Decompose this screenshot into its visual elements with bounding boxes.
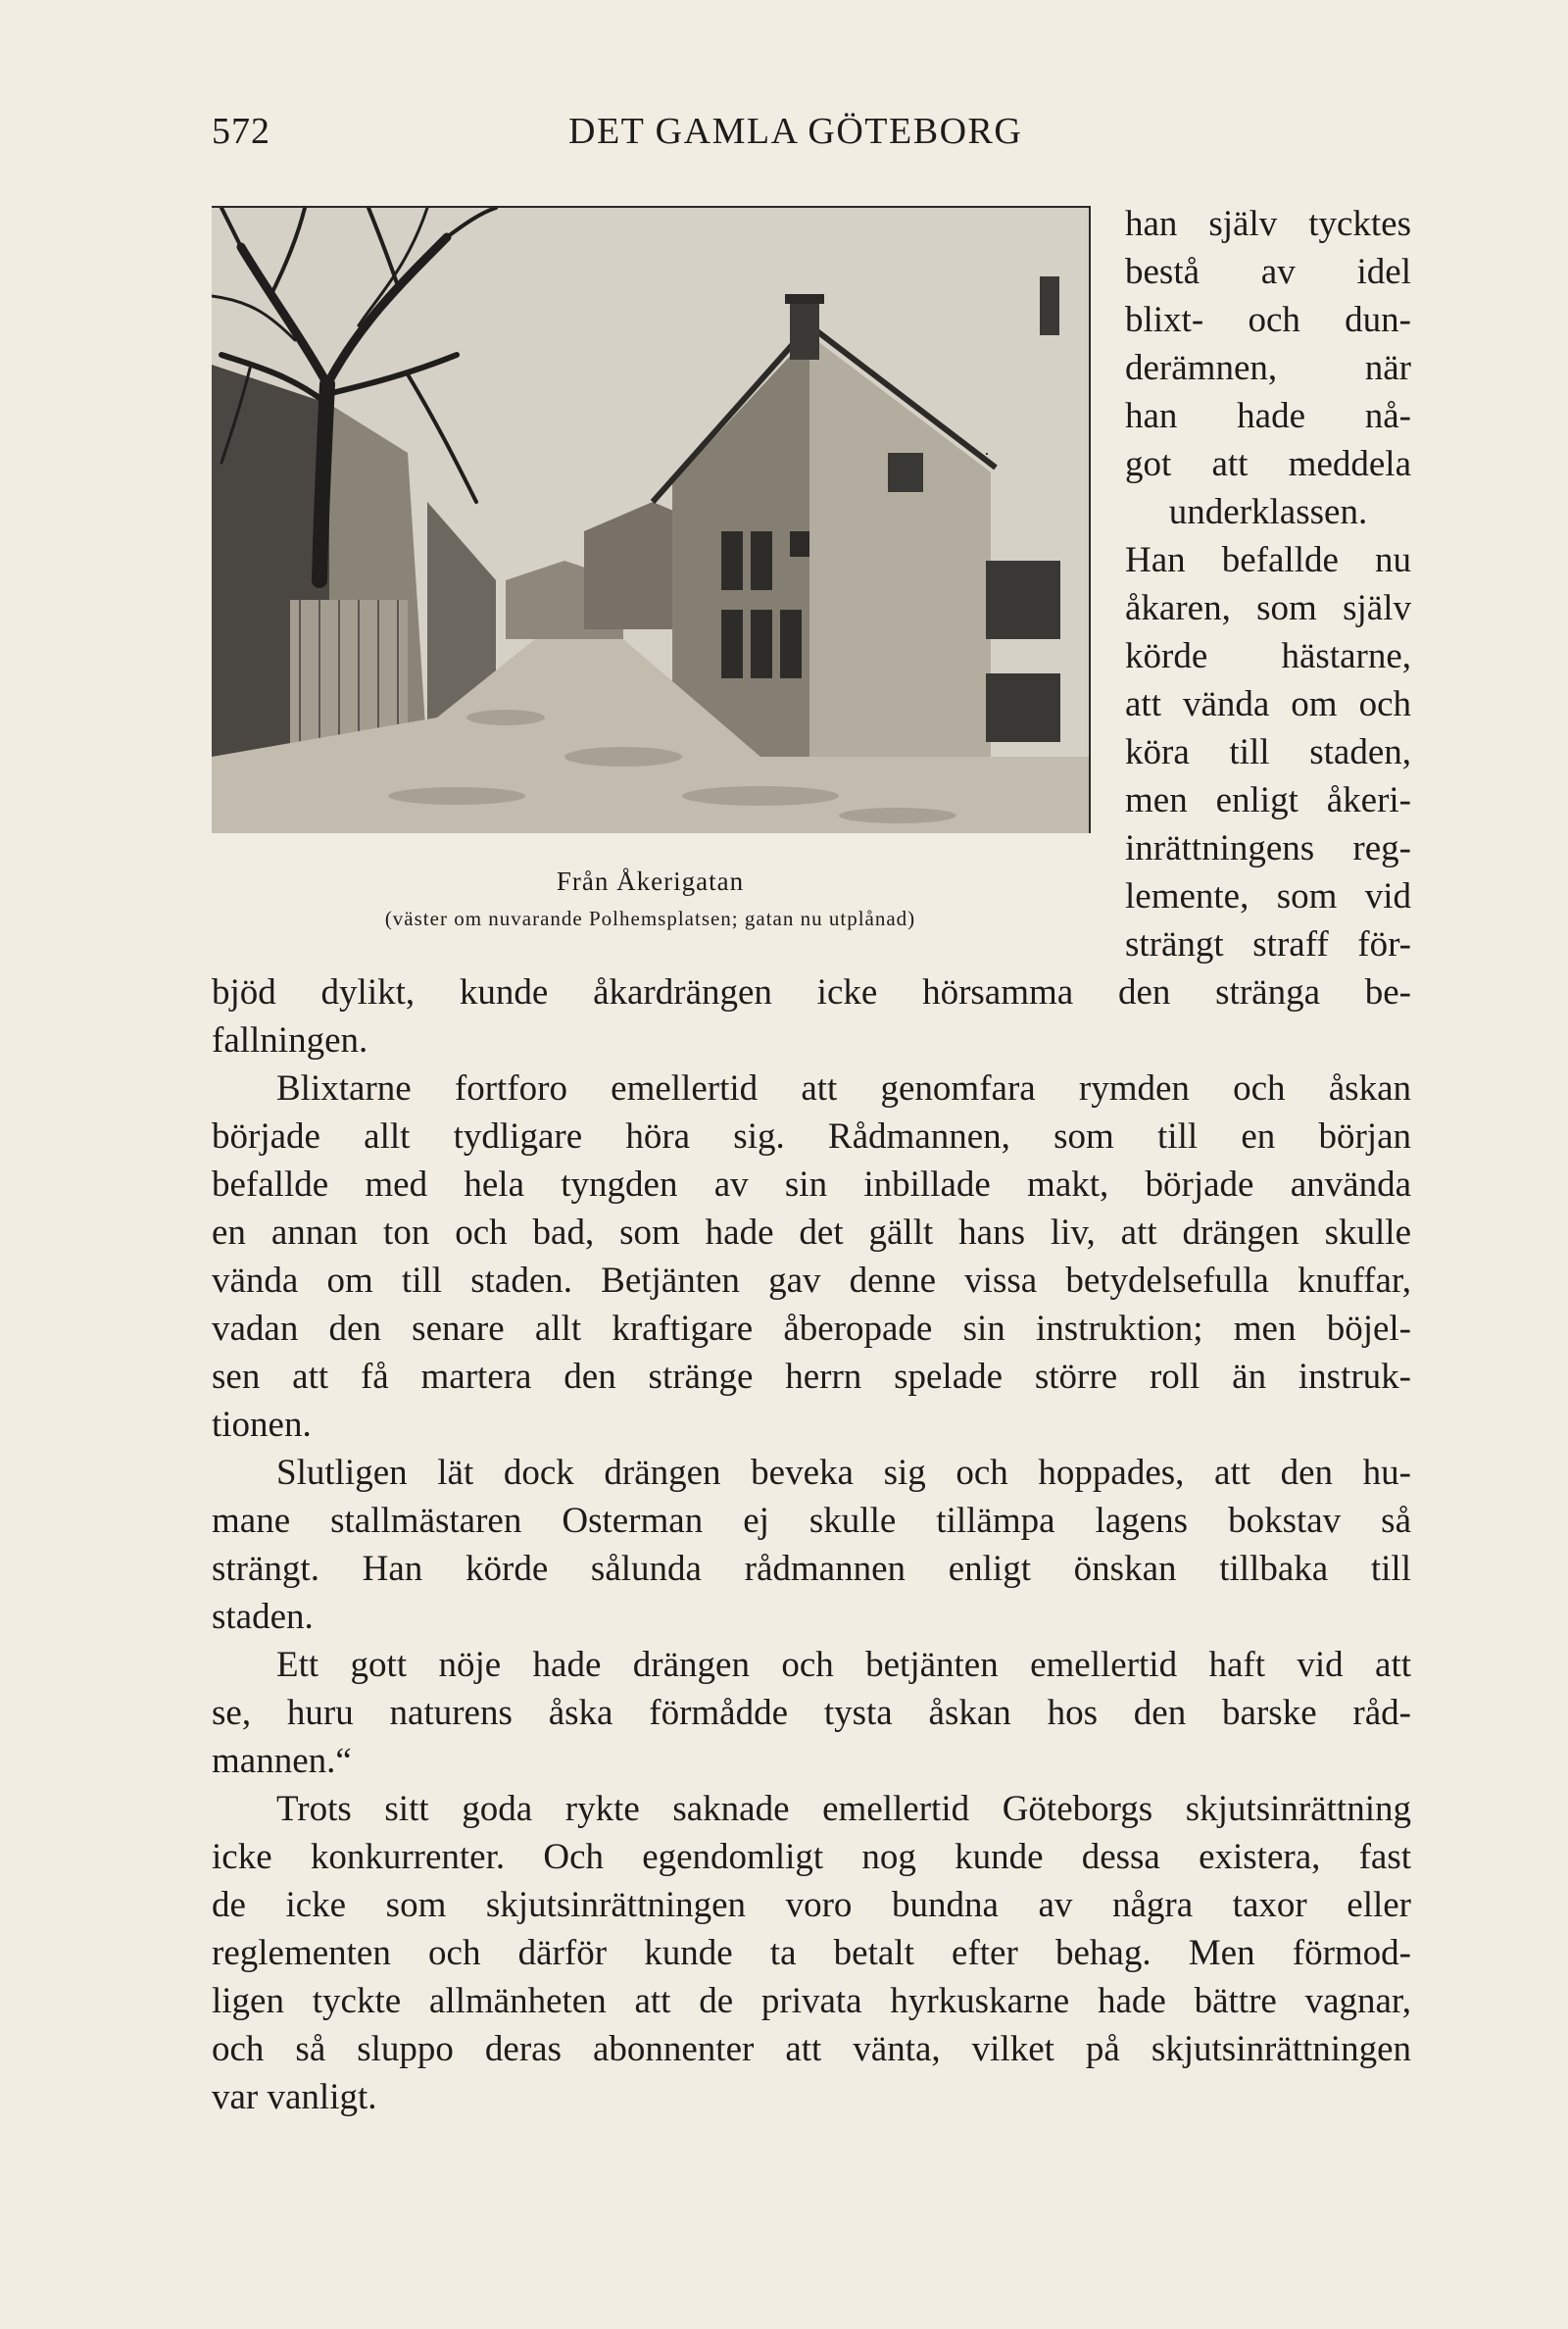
side-line: köra till staden, — [1125, 732, 1411, 772]
body-line: bjöd dylikt, kunde åkardrängen icke hörsamma den stränga be- — [212, 972, 1411, 1013]
side-line: körde hästarne, — [1125, 636, 1411, 676]
side-line: att vända om och — [1125, 684, 1411, 724]
body-line: tionen. — [212, 1405, 312, 1445]
body-line: en annan ton och bad, som hade det gällt hans liv, att drängen skulle — [212, 1213, 1411, 1253]
body-line: vadan den senare allt kraftigare åberopade sin instruktion; men böjel- — [212, 1309, 1411, 1349]
side-line: underklassen. — [1168, 492, 1368, 532]
side-line: han själv tycktes — [1125, 204, 1411, 244]
side-line: derämnen, när — [1125, 348, 1411, 388]
body-line: de icke som skjutsinrättningen voro bundna av några taxor eller — [212, 1885, 1411, 1925]
body-line: Ett gott nöje hade drängen och betjänten emellertid haft vid att — [276, 1645, 1411, 1685]
body-line: sen att få martera den stränge herrn spelade större roll än instruk- — [212, 1357, 1411, 1397]
body-line: befallde med hela tyngden av sin inbillade makt, började använda — [212, 1164, 1411, 1205]
street-illustration — [212, 206, 1091, 833]
side-line: åkaren, som själv — [1125, 588, 1411, 628]
body-line: mannen.“ — [212, 1741, 352, 1781]
body-line: vända om till staden. Betjänten gav denne vissa betydelsefulla knuffar, — [212, 1261, 1411, 1301]
body-line: ligen tyckte allmänheten att de privata hyrkuskarne hade bättre vagnar, — [212, 1981, 1411, 2021]
side-line: got att meddela — [1125, 444, 1411, 484]
running-title: DET GAMLA GÖTEBORG — [568, 111, 1023, 152]
side-line: blixt- och dun- — [1125, 300, 1411, 340]
body-line: staden. — [212, 1597, 314, 1637]
body-line: icke konkurrenter. Och egendomligt nog kunde dessa existera, fast — [212, 1837, 1411, 1877]
body-line: Trots sitt goda rykte saknade emellertid Göteborgs skjutsinrättning — [276, 1789, 1411, 1829]
figure-caption-title: Från Åkerigatan — [556, 867, 745, 896]
body-line: mane stallmästaren Osterman ej skulle tillämpa lagens bokstav så — [212, 1501, 1411, 1541]
body-line: strängt. Han körde sålunda rådmannen enligt önskan tillbaka till — [212, 1549, 1411, 1589]
body-line: var vanligt. — [212, 2077, 377, 2117]
side-line: Han befallde nu — [1125, 540, 1411, 580]
body-line: Blixtarne fortforo emellertid att genomfara rymden och åskan — [276, 1068, 1411, 1109]
side-line: inrättningens reg- — [1125, 828, 1411, 868]
body-line: Slutligen lät dock drängen beveka sig och hoppades, att den hu- — [276, 1453, 1411, 1493]
body-line: se, huru naturens åska förmådde tysta åskan hos den barske råd- — [212, 1693, 1411, 1733]
side-line: han hade nå- — [1125, 396, 1411, 436]
side-line: men enligt åkeri- — [1125, 780, 1411, 820]
body-line: började allt tydligare höra sig. Rådmannen, som till en början — [212, 1116, 1411, 1157]
side-line: bestå av idel — [1125, 252, 1411, 292]
body-line: och så sluppo deras abonnenter att vänta, vilket på skjutsinrättningen — [212, 2029, 1411, 2069]
side-line: lemente, som vid — [1125, 876, 1411, 917]
figure-caption-subtitle: (väster om nuvarande Polhemsplatsen; gatan nu utplånad) — [384, 907, 916, 930]
page-number: 572 — [212, 111, 270, 152]
body-line: fallningen. — [212, 1020, 368, 1061]
body-line: reglementen och därför kunde ta betalt efter behag. Men förmod- — [212, 1933, 1411, 1973]
side-line: strängt straff för- — [1125, 924, 1411, 965]
